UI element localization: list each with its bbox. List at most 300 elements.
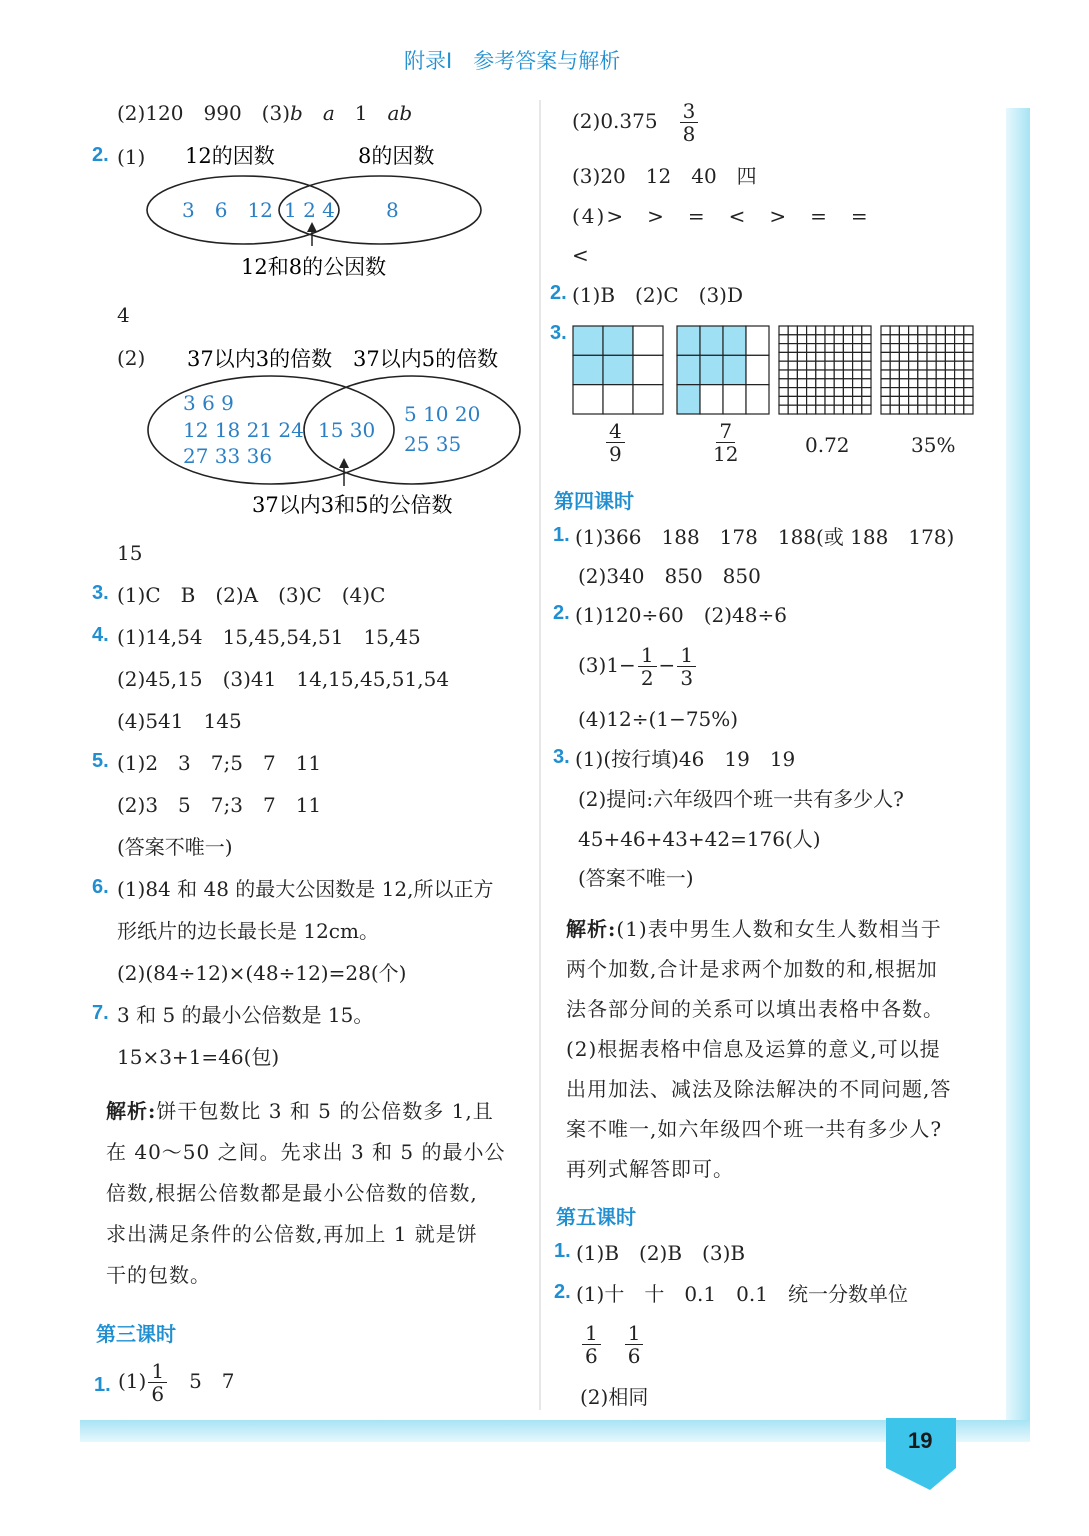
grid-label: 35%: [911, 433, 956, 457]
hundred-grid-cell: [843, 344, 852, 353]
hundred-grid-cell: [890, 335, 899, 344]
hundred-grid-cell: [825, 335, 834, 344]
hundred-grid-cell: [843, 335, 852, 344]
question-number: 1.: [553, 524, 570, 546]
hundred-grid-cell: [825, 388, 834, 397]
grid-cell: [633, 385, 663, 414]
answer-line: (3)1− $\frac{1}{2}$ − $\frac{1}{3}$: [578, 644, 698, 689]
question-number: 3.: [550, 322, 567, 344]
hundred-grid-cell: [816, 379, 825, 388]
hundred-grid-cell: [807, 379, 816, 388]
answer-line: (2)(84÷12)×(48÷12)=28(个): [117, 961, 407, 985]
answer-line: (2)0.375 $\frac{3}{8}$: [572, 100, 700, 145]
hundred-grid-cell: [899, 370, 908, 379]
hundred-grid-cell: [788, 379, 797, 388]
hundred-grid-cell: [927, 379, 936, 388]
hundred-grid-cell: [927, 396, 936, 405]
hundred-grid-cell: [779, 388, 788, 397]
venn-right-label: 37以内5的倍数: [353, 347, 499, 371]
hundred-grid-cell: [825, 370, 834, 379]
hundred-grid-cell: [779, 370, 788, 379]
analysis-label: 解析:: [566, 917, 617, 941]
hundred-grid-cell: [881, 352, 890, 361]
hundred-grid-cell: [834, 352, 843, 361]
hundred-grid-cell: [797, 396, 806, 405]
hundred-grid-cell: [890, 379, 899, 388]
hundred-grid-cell: [797, 352, 806, 361]
answer-line: (1)14,54 15,45,54,51 15,45: [117, 625, 421, 649]
hundred-grid-cell: [936, 335, 945, 344]
hundred-grid-cell: [853, 396, 862, 405]
analysis-paragraph: 解析:(1)表中男生人数和女生人数相当于 两个加数,合计是求两个加数的和,根据加 法各部分间的关系可以填出表格中各数。 (2)根据表格中信息及运算的意义,可以提 出用加法、减法及除法解决的不同问题,答 案不唯一,如六年级四个班一共有多少人? 再列式解答即可。: [566, 917, 952, 1181]
venn-diagram-multiples: [140, 340, 530, 530]
hundred-grid-cell: [918, 396, 927, 405]
hundred-grid-cell: [918, 388, 927, 397]
sub-question: (2): [117, 346, 146, 370]
hundred-grid-cell: [825, 396, 834, 405]
grid-cell: [603, 385, 633, 414]
hundred-grid-cell: [834, 370, 843, 379]
hundred-grid-cell: [936, 326, 945, 335]
hundred-grid-cell: [779, 326, 788, 335]
hundred-grid-cell: [779, 352, 788, 361]
answer-line: (3)20 12 40 四: [572, 164, 757, 188]
hundred-grid-cell: [945, 388, 954, 397]
hundred-grid-cell: [843, 379, 852, 388]
hundred-grid-cell: [899, 379, 908, 388]
hundred-grid-cell: [909, 405, 918, 414]
hundred-grid-cell: [834, 344, 843, 353]
hundred-grid-cell: [853, 370, 862, 379]
hundred-grid-cell: [862, 396, 871, 405]
answer-line: (1)C B (2)A (3)C (4)C: [117, 583, 386, 607]
answer-line: (2)相同: [580, 1385, 649, 1409]
hundred-grid-cell: [825, 405, 834, 414]
hundred-grid-cell: [890, 388, 899, 397]
hundred-grid-cell: [816, 405, 825, 414]
hundred-grid-cell: [955, 361, 964, 370]
hundred-grid-cell: [964, 344, 973, 353]
answer-line: (答案不唯一): [578, 866, 694, 890]
answer-line: 15: [117, 541, 143, 565]
hundred-grid-cell: [862, 388, 871, 397]
venn-left-label: 37以内3的倍数: [187, 347, 333, 371]
hundred-grid-cell: [834, 335, 843, 344]
answer-line: (1)十 十 0.1 0.1 统一分数单位: [576, 1282, 908, 1306]
answer-line: (1) $\frac{1}{6}$ 5 7: [118, 1359, 235, 1406]
hundred-grid-cell: [862, 344, 871, 353]
hundred-grid-cell: [945, 352, 954, 361]
analysis-paragraph: 解析:饼干包数比 3 和 5 的公倍数多 1,且 在 40～50 之间。先求出 3 和 5 的最小公 倍数,根据公倍数都是最小公倍数的倍数, 求出满足条件的公倍数,再加上 1 就是饼 干的包数。: [106, 1099, 506, 1287]
answer-line: (答案不唯一): [117, 835, 233, 859]
hundred-grid-cell: [909, 361, 918, 370]
grid-cell: [746, 385, 769, 414]
venn-diagram-factors: [140, 140, 500, 285]
hundred-grid-cell: [899, 361, 908, 370]
hundred-grid-cell: [936, 370, 945, 379]
grid-cell: [700, 385, 723, 414]
hundred-grid-cell: [825, 361, 834, 370]
hundred-grid-cell: [807, 344, 816, 353]
hundred-grid-cell: [843, 370, 852, 379]
hundred-grid-cell: [881, 396, 890, 405]
fraction: $\frac{1}{6}$: [148, 1360, 167, 1405]
hundred-grid-cell: [890, 344, 899, 353]
hundred-grid-cell: [834, 396, 843, 405]
answer-line: (1)2 3 7;5 7 11: [117, 751, 322, 775]
hundred-grid-cell: [834, 326, 843, 335]
question-number: 6.: [92, 876, 109, 898]
hundred-grid-cell: [825, 352, 834, 361]
hundred-grid-cell: [945, 396, 954, 405]
hundred-grid-cell: [834, 361, 843, 370]
hundred-grid-cell: [964, 405, 973, 414]
hundred-grid-cell: [881, 344, 890, 353]
hundred-grid-cell: [853, 379, 862, 388]
grid-label: $\frac{7}{12}$: [713, 419, 739, 466]
hundred-grid-cell: [816, 396, 825, 405]
section-heading: 第五课时: [556, 1205, 636, 1229]
hundred-grid-cell: [834, 405, 843, 414]
hundred-grid-cell: [899, 326, 908, 335]
hundred-grid-cell: [945, 405, 954, 414]
hundred-grid-cell: [909, 370, 918, 379]
hundred-grid-cell: [843, 361, 852, 370]
analysis-label: 解析:: [106, 1099, 157, 1123]
hundred-grid-cell: [955, 344, 964, 353]
answer-line: $\frac{1}{6}$ $\frac{1}{6}$: [580, 1322, 645, 1367]
grid-cell: [677, 326, 700, 355]
hundred-grid-cell: [862, 361, 871, 370]
page-number: 19: [908, 1428, 933, 1453]
hundred-grid-cell: [918, 361, 927, 370]
hundred-grid-cell: [899, 352, 908, 361]
question-number: 3.: [553, 746, 570, 768]
hundred-grid-cell: [797, 361, 806, 370]
hundred-grid-cell: [899, 388, 908, 397]
hundred-grid-cell: [899, 405, 908, 414]
grid-cell: [723, 385, 746, 414]
hundred-grid-cell: [797, 344, 806, 353]
hundred-grid-cell: [843, 326, 852, 335]
answer-line: (2)提问:六年级四个班一共有多少人?: [578, 787, 904, 811]
answer-line: 15×3+1=46(包): [117, 1045, 280, 1069]
hundred-grid-cell: [779, 405, 788, 414]
hundred-grid-cell: [955, 370, 964, 379]
hundred-grid-cell: [788, 326, 797, 335]
answer-line: (4)541 145: [117, 709, 242, 733]
grid-cell: [746, 326, 769, 355]
question-number: 4.: [92, 624, 109, 646]
hundred-grid-cell: [927, 405, 936, 414]
hundred-grid-cell: [927, 352, 936, 361]
grid-cell: [573, 355, 603, 384]
hundred-grid-cell: [927, 344, 936, 353]
hundred-grid-cell: [936, 352, 945, 361]
hundred-grid-cell: [825, 344, 834, 353]
hundred-grid-cell: [788, 335, 797, 344]
hundred-grid-cell: [936, 396, 945, 405]
hundred-grid-cell: [945, 344, 954, 353]
hundred-grid-cell: [955, 335, 964, 344]
answer-line: (1)366 188 178 188(或 188 178): [575, 525, 955, 549]
hundred-grid-cell: [955, 388, 964, 397]
hundred-grid-cell: [779, 344, 788, 353]
hundred-grid-cell: [955, 326, 964, 335]
hundred-grid-cell: [853, 326, 862, 335]
page-header: 附录Ⅰ 参考答案与解析: [404, 49, 621, 73]
hundred-grid-cell: [909, 344, 918, 353]
hundred-grid-cell: [788, 361, 797, 370]
hundred-grid-cell: [788, 388, 797, 397]
question-number: 2.: [92, 144, 109, 166]
venn-left-numbers: 27 33 36: [183, 444, 273, 468]
hundred-grid-cell: [945, 335, 954, 344]
hundred-grid-cell: [862, 335, 871, 344]
answer-line: (1)84 和 48 的最大公因数是 12,所以正方: [117, 877, 494, 901]
hundred-grid-cell: [881, 361, 890, 370]
hundred-grid-cell: [918, 335, 927, 344]
hundred-grid-cell: [881, 370, 890, 379]
grid-label: 0.72: [805, 433, 850, 457]
hundred-grid-cell: [843, 396, 852, 405]
hundred-grid-cell: [909, 379, 918, 388]
venn-right-numbers: 8: [386, 198, 399, 222]
hundred-grid-cell: [843, 405, 852, 414]
venn-left-numbers: 12 18 21 24: [183, 418, 304, 442]
answer-line: (1)120÷60 (2)48÷6: [575, 603, 787, 627]
hundred-grid-cell: [899, 344, 908, 353]
hundred-grid-cell: [853, 405, 862, 414]
hundred-grid-cell: [964, 335, 973, 344]
hundred-grid-cell: [890, 370, 899, 379]
hundred-grid-cell: [834, 388, 843, 397]
hundred-grid-cell: [834, 379, 843, 388]
hundred-grid-cell: [936, 344, 945, 353]
hundred-grid-cell: [816, 388, 825, 397]
hundred-grid-cell: [918, 379, 927, 388]
section-heading: 第四课时: [554, 489, 634, 513]
hundred-grid-cell: [825, 379, 834, 388]
hundred-grid-cell: [899, 335, 908, 344]
hundred-grid-cell: [964, 370, 973, 379]
hundred-grid-cell: [945, 379, 954, 388]
hundred-grid-cell: [788, 344, 797, 353]
venn-mid-numbers: 15 30: [318, 418, 376, 442]
hundred-grid-cell: [862, 370, 871, 379]
hundred-grid-cell: [927, 388, 936, 397]
question-number: 5.: [92, 750, 109, 772]
hundred-grid-cell: [927, 370, 936, 379]
grid-cell: [700, 326, 723, 355]
hundred-grid-cell: [927, 361, 936, 370]
venn-right-numbers: 25 35: [404, 432, 462, 456]
hundred-grid-cell: [890, 361, 899, 370]
question-number: 1.: [94, 1374, 111, 1396]
hundred-grid-cell: [843, 352, 852, 361]
hundred-grid-cell: [779, 335, 788, 344]
hundred-grid-cell: [779, 396, 788, 405]
hundred-grid-cell: [955, 396, 964, 405]
hundred-grid-cell: [918, 326, 927, 335]
hundred-grid-cell: [955, 352, 964, 361]
hundred-grid-cell: [816, 344, 825, 353]
hundred-grid-cell: [853, 335, 862, 344]
hundred-grid-cell: [816, 335, 825, 344]
hundred-grid-cell: [909, 326, 918, 335]
hundred-grid-cell: [807, 405, 816, 414]
answer-line: 3 和 5 的最小公倍数是 15。: [117, 1003, 374, 1027]
hundred-grid-cell: [964, 388, 973, 397]
hundred-grid-cell: [936, 405, 945, 414]
hundred-grid-cell: [964, 396, 973, 405]
hundred-grid-cell: [816, 352, 825, 361]
hundred-grid-cell: [964, 361, 973, 370]
grid-cell: [573, 326, 603, 355]
venn-mid-numbers: 1 2 4: [284, 198, 335, 222]
hundred-grid-cell: [964, 352, 973, 361]
hundred-grid-cell: [936, 388, 945, 397]
hundred-grid-cell: [779, 379, 788, 388]
hundred-grid-cell: [936, 379, 945, 388]
answer-line: 45+46+43+42=176(人): [578, 827, 821, 851]
hundred-grid-cell: [853, 344, 862, 353]
hundred-grid-cell: [788, 396, 797, 405]
hundred-grid-cell: [909, 388, 918, 397]
answer-line: (4)12÷(1−75%): [578, 707, 739, 731]
answer-line: <: [572, 243, 589, 267]
hundred-grid-cell: [853, 361, 862, 370]
hundred-grid-cell: [918, 405, 927, 414]
hundred-grid-cell: [955, 405, 964, 414]
hundred-grid-cell: [881, 326, 890, 335]
hundred-grid-cell: [788, 352, 797, 361]
hundred-grid-cell: [918, 370, 927, 379]
answer-line: 4: [117, 303, 130, 327]
hundred-grid-cell: [825, 326, 834, 335]
answer-line: (4)> > = < > = =: [572, 204, 870, 228]
venn-left-numbers: 3 6 12: [182, 198, 273, 222]
hundred-grid-cell: [927, 335, 936, 344]
grid-cell: [677, 385, 700, 414]
answer-line: (1)B (2)C (3)D: [572, 283, 744, 307]
venn-right-label: 8的因数: [358, 144, 435, 168]
hundred-grid-cell: [816, 361, 825, 370]
answer-line: 形纸片的边长最长是 12cm。: [117, 919, 379, 943]
hundred-grid-cell: [807, 335, 816, 344]
hundred-grid-cell: [816, 370, 825, 379]
hundred-grid-cell: [945, 326, 954, 335]
hundred-grid-cell: [862, 405, 871, 414]
grid-cell: [677, 355, 700, 384]
grid-cell: [700, 355, 723, 384]
hundred-grid-cell: [909, 396, 918, 405]
hundred-grid-cell: [890, 405, 899, 414]
hundred-grid-cell: [890, 352, 899, 361]
sub-question: (1): [117, 145, 146, 169]
grid-cell: [723, 355, 746, 384]
hundred-grid-cell: [797, 405, 806, 414]
hundred-grid-cell: [807, 352, 816, 361]
answer-line: (2)3 5 7;3 7 11: [117, 793, 322, 817]
question-number: 7.: [92, 1002, 109, 1024]
venn-right-numbers: 5 10 20: [404, 402, 481, 426]
hundred-grid-cell: [862, 352, 871, 361]
hundred-grid-cell: [909, 335, 918, 344]
hundred-grid-cell: [899, 396, 908, 405]
question-number: 2.: [553, 602, 570, 624]
hundred-grid-cell: [807, 388, 816, 397]
hundred-grid-cell: [807, 370, 816, 379]
grid-cell: [573, 385, 603, 414]
hundred-grid-cell: [955, 379, 964, 388]
hundred-grid-cell: [807, 326, 816, 335]
hundred-grid-cell: [853, 388, 862, 397]
grid-label: $\frac{4}{9}$: [604, 420, 627, 465]
hundred-grid-cell: [788, 370, 797, 379]
hundred-grid-cell: [816, 326, 825, 335]
grid-cell: [723, 326, 746, 355]
hundred-grid-cell: [862, 326, 871, 335]
answer-line: (2)340 850 850: [578, 564, 761, 588]
hundred-grid-cell: [853, 352, 862, 361]
hundred-grid-cell: [918, 352, 927, 361]
hundred-grid-cell: [945, 370, 954, 379]
hundred-grid-cell: [881, 405, 890, 414]
question-number: 1.: [554, 1240, 571, 1262]
fraction: $\frac{3}{8}$: [680, 100, 699, 145]
question-number: 2.: [554, 1281, 571, 1303]
hundred-grid-cell: [797, 326, 806, 335]
hundred-grid-cell: [843, 388, 852, 397]
grid-cell: [633, 326, 663, 355]
answer-line: (2)120 990 (3)b a 1 ab: [117, 101, 413, 125]
question-number: 3.: [92, 582, 109, 604]
hundred-grid-cell: [927, 326, 936, 335]
venn-caption: 37以内3和5的公倍数: [252, 493, 453, 517]
answer-line: (1)(按行填)46 19 19: [575, 747, 796, 771]
hundred-grid-cell: [862, 379, 871, 388]
hundred-grid-cell: [881, 379, 890, 388]
hundred-grid-cell: [881, 388, 890, 397]
hundred-grid-cell: [788, 405, 797, 414]
answer-line: (2)45,15 (3)41 14,15,45,51,54: [117, 667, 450, 691]
hundred-grid-cell: [890, 396, 899, 405]
hundred-grid-cell: [918, 344, 927, 353]
hundred-grid-cell: [807, 361, 816, 370]
hundred-grid-cell: [936, 361, 945, 370]
grid-cell: [603, 355, 633, 384]
hundred-grid-cell: [797, 370, 806, 379]
venn-left-numbers: 3 6 9: [183, 391, 234, 415]
question-number: 2.: [550, 282, 567, 304]
hundred-grid-cell: [779, 361, 788, 370]
hundred-grid-cell: [890, 326, 899, 335]
hundred-grid-cell: [881, 335, 890, 344]
section-heading: 第三课时: [96, 1322, 176, 1346]
venn-left-label: 12的因数: [185, 144, 275, 168]
answer-line: (1)B (2)B (3)B: [576, 1241, 746, 1265]
hundred-grid-cell: [909, 352, 918, 361]
hundred-grid-cell: [797, 379, 806, 388]
hundred-grid-cell: [797, 335, 806, 344]
hundred-grid-cell: [964, 379, 973, 388]
hundred-grid-cell: [964, 326, 973, 335]
grid-cell: [633, 355, 663, 384]
grid-cell: [746, 355, 769, 384]
hundred-grid-cell: [945, 361, 954, 370]
hundred-grid-cell: [797, 388, 806, 397]
